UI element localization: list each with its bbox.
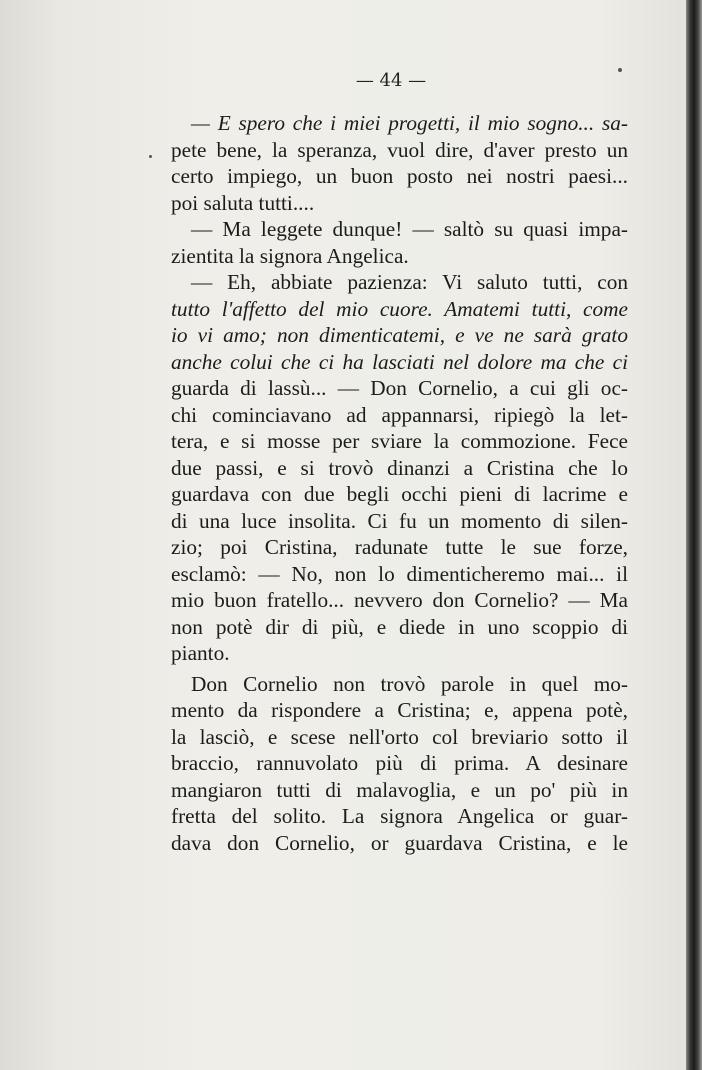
text-line: fretta del solito. La signora Angelica or guar-	[171, 804, 628, 828]
body-text	[171, 110, 628, 856]
text-line: tutto l'affetto del mio cuore. Amatemi tutti, come	[171, 296, 628, 321]
text-line: zientita la signora Angelica.	[171, 243, 409, 268]
ink-speck	[149, 155, 152, 158]
text-line: mio buon fratello... nevvero don Cornelio? — Ma	[171, 588, 628, 612]
text-line: chi cominciavano ad appannarsi, ripiegò la let-	[171, 402, 628, 427]
page-binding-edge	[686, 0, 702, 1070]
text-line: poi saluta tutti....	[171, 190, 315, 215]
text-line: anche colui che ci ha lasciati nel dolore ma che ci	[171, 349, 628, 374]
text-line: — Ma leggete dunque! — saltò su quasi impa-	[191, 217, 628, 241]
text-line: — E spero che i miei progetti, il mio sogno... sa-	[191, 111, 628, 135]
text-line: certo impiego, un buon posto nei nostri paesi...	[171, 164, 628, 188]
text-line: guarda di lassù... — Don Cornelio, a cui gli oc-	[171, 376, 628, 400]
text-line: dava don Cornelio, or guardava Cristina, e le	[171, 830, 628, 855]
page-number: — 44 —	[355, 70, 427, 91]
text-line: non potè dir di più, e diede in uno scoppio di	[171, 614, 628, 639]
text-line: — Eh, abbiate pazienza: Vi saluto tutti, con	[191, 270, 628, 294]
text-line: Don Cornelio non trovò parole in quel mo-	[191, 671, 628, 696]
text-line: di una luce insolita. Ci fu un momento di silen-	[171, 508, 628, 533]
text-line: mento da rispondere a Cristina; e, appena potè,	[171, 698, 628, 722]
text-line: due passi, e si trovò dinanzi a Cristina che lo	[171, 455, 628, 480]
text-line: mangiaron tutti di malavoglia, e un po' più in	[171, 777, 628, 802]
text-line: pete bene, la speranza, vuol dire, d'aver presto un	[171, 137, 628, 162]
text-line: braccio, rannuvolato più di prima. A desinare	[171, 751, 628, 775]
text-line: tera, e si mosse per sviare la commozione. Fece	[171, 429, 628, 453]
text-line: esclamò: — No, non lo dimenticheremo mai... il	[171, 561, 628, 586]
text-line: la lasciò, e scese nell'orto col breviario sotto il	[171, 724, 628, 749]
text-line: pianto.	[171, 641, 230, 665]
text-line: guardava con due begli occhi pieni di lacrime e	[171, 482, 628, 506]
text-line: io vi amo; non dimenticatemi, e ve ne sarà grato	[171, 323, 628, 347]
text-line: zio; poi Cristina, radunate tutte le sue forze,	[171, 535, 628, 559]
